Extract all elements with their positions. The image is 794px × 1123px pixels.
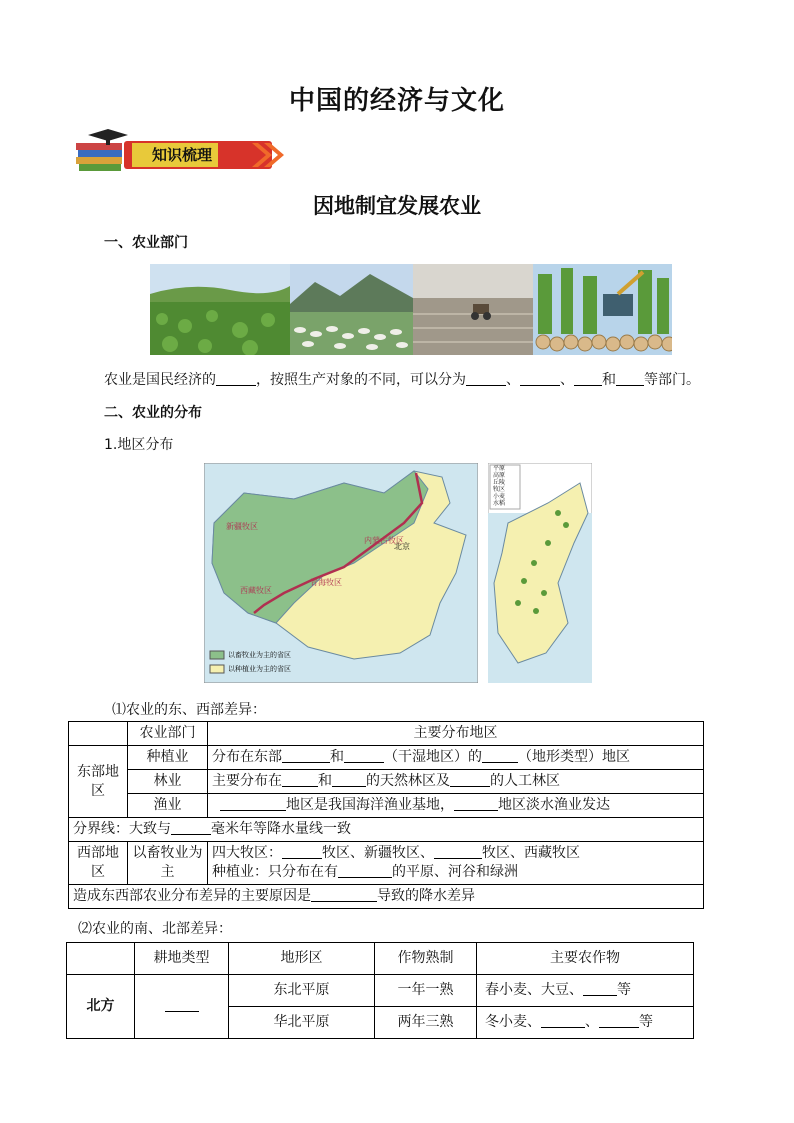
blank-field[interactable]	[574, 371, 602, 386]
north-south-table: 耕地类型 地形区 作物熟制 主要农作物 北方 东北平原 一年一熟 春小麦、大豆、 等 华北平原 两年三熟 冬小麦、 、 等	[66, 942, 694, 1039]
legend-farming: 以种植业为主的省区	[228, 665, 291, 673]
section-banner	[74, 123, 288, 175]
blank-field[interactable]	[216, 371, 256, 386]
agriculture-definition: 农业是国民经济的 ，按照生产对象的不同，可以分为 、 、 和 等部门。	[104, 372, 700, 388]
east-west-table: 农业部门 主要分布地区 东部地区 种植业 分布在东部 和 （干湿地区）的 （地形类型）地区 林业 主要分布在 和 的天然林区及 的人工林区 渔业 地区是我国海洋渔业基地， 地区淡水渔业发达 分界线：大致与 毫米年等降水量线一致 西部地区 以畜牧业为主 四大牧区： 牧区、新疆牧区、 牧区、西藏牧区 种植业：只分布在有 的平原、河谷和绿洲 造成东西部农业分布差异的主要原因是 导致的降水差异	[68, 721, 704, 909]
map-crop-distribution	[488, 463, 592, 683]
heading-agriculture-distribution: 二、农业的分布	[104, 405, 202, 421]
photo-farmland	[150, 264, 290, 355]
map-agriculture-regions: 新疆牧区 青海牧区 西藏牧区 内蒙古牧区 北京 以畜牧业为主的省区 以种植业为主的省区	[204, 463, 478, 683]
section-title: 因地制宜发展农业	[313, 194, 481, 218]
east-region-label: 东部地区	[69, 746, 128, 818]
photo-rice-paddy	[413, 264, 533, 355]
subheading-regional-distribution: 1.地区分布	[104, 437, 174, 453]
document-title: 中国的经济与文化	[288, 86, 505, 116]
heading-agriculture-sectors: 一、农业部门	[104, 235, 188, 251]
blank-field[interactable]	[616, 371, 644, 386]
caption-north-south: ⑵农业的南、北部差异：	[78, 921, 232, 937]
banner-label: 知识梳理	[152, 146, 213, 164]
legend-pastoral: 以畜牧业为主的省区	[228, 651, 291, 659]
north-label: 北方	[67, 975, 135, 1039]
caption-east-west: ⑴农业的东、西部差异：	[112, 702, 266, 718]
west-region-label: 西部地区	[69, 842, 128, 885]
photo-forestry-logs	[533, 264, 672, 355]
blank-field[interactable]	[466, 371, 506, 386]
photo-grassland-sheep	[290, 264, 413, 355]
legend-right: 平原 高原 丘陵 牧区 小麦 水稻	[493, 465, 506, 507]
blank-field[interactable]	[520, 371, 560, 386]
